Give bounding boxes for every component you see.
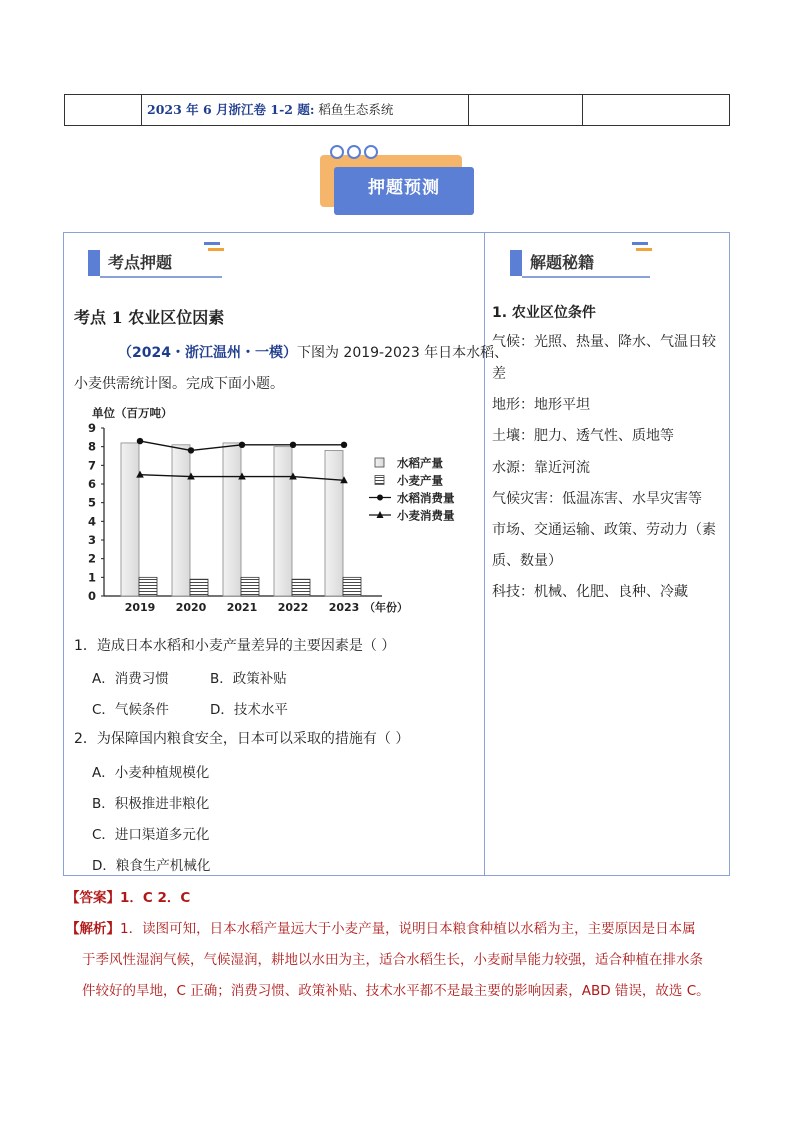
y-tick-label: 5	[87, 495, 96, 510]
tips-line: 科技：机械、化肥、良种、冷藏	[492, 584, 688, 600]
question-2-option-d: D．粮食生产机械化	[92, 858, 211, 874]
ring-icon	[330, 145, 344, 159]
banner-dashline	[334, 211, 474, 212]
x-tick-label: 2023	[328, 601, 360, 614]
section-header-label: 解题秘籍	[530, 253, 595, 272]
tips-line: 气候灾害：低温冻害、水旱灾害等	[492, 491, 702, 507]
y-tick-label: 3	[87, 533, 96, 547]
analysis-line-3: 件较好的旱地，C 正确；消费习惯、政策补贴、技术水平都不是最主要的影响因素，ABD 错误，故选 C。	[82, 983, 710, 999]
x-axis-label: （年份）	[364, 601, 408, 614]
section-header-right	[510, 250, 655, 276]
topic-title: 考点 1 农业区位因素	[74, 308, 225, 327]
ring-icon	[347, 145, 361, 159]
question-1-option-d: D．技术水平	[210, 702, 288, 718]
y-tick-label: 1	[87, 570, 96, 585]
rice-consumption-point	[239, 442, 245, 448]
panel-divider	[484, 232, 485, 876]
legend-swatch	[375, 476, 384, 485]
wheat-production-bar	[292, 579, 310, 596]
exam-reference: 2023 年 6 月浙江卷 1-2 题: 稻鱼生态系统	[147, 102, 394, 117]
legend-swatch	[375, 458, 384, 467]
question-1-option-a: A．消费习惯	[92, 671, 169, 687]
x-tick-label: 2020	[175, 601, 207, 614]
rice-consumption-point	[290, 442, 296, 448]
question-1-option-c: C．气候条件	[92, 702, 169, 718]
legend-label: 水稻消费量	[397, 491, 455, 505]
tips-line: 气候：光照、热量、降水、气温日较	[492, 334, 716, 350]
section-header-left	[88, 250, 228, 276]
wheat-production-bar	[343, 577, 361, 596]
analysis-line-2: 于季风性湿润气候，气候湿润，耕地以水田为主，适合水稻生长，小麦耐旱能力较强，适合种植在排水条	[82, 952, 703, 968]
section-header-label: 考点押题	[108, 253, 173, 272]
y-tick-label: 6	[87, 477, 96, 491]
header-table	[64, 94, 730, 126]
y-tick-label: 2	[87, 551, 96, 566]
x-tick-label: 2022	[277, 601, 309, 614]
legend-label: 水稻产量	[397, 456, 443, 470]
y-tick-label: 0	[87, 589, 96, 603]
wheat-production-bar	[190, 579, 208, 596]
y-tick-label: 4	[87, 514, 96, 529]
supply-demand-chart	[70, 402, 470, 617]
rice-consumption-point	[341, 442, 347, 448]
banner-title: 押题预测	[368, 178, 440, 198]
question-1-stem: 1．造成日本水稻和小麦产量差异的主要因素是（ ）	[74, 638, 396, 654]
x-tick-label: 2021	[226, 601, 258, 614]
tips-line: 水源：靠近河流	[492, 460, 590, 476]
question-2-option-a: A．小麦种植规模化	[92, 765, 210, 781]
question-2-option-b: B．积极推进非粮化	[92, 796, 210, 812]
wheat-production-bar	[241, 577, 259, 596]
rice-production-bar	[325, 450, 343, 596]
question-2-option-c: C．进口渠道多元化	[92, 827, 210, 843]
rice-consumption-point	[188, 447, 194, 453]
tips-line: 市场、交通运输、政策、劳动力（素	[492, 522, 716, 538]
table-divider	[141, 95, 142, 125]
legend-marker	[377, 495, 383, 501]
y-tick-label: 9	[87, 421, 96, 435]
analysis-line-1: 【解析】1．读图可知，日本水稻产量远大于小麦产量，说明日本粮食种植以水稻为主，主要原因是日本属	[66, 921, 696, 937]
y-tick-label: 7	[87, 458, 96, 473]
legend-label: 小麦消费量	[397, 508, 455, 523]
x-tick-label: 2019	[124, 601, 156, 614]
rice-production-bar	[223, 443, 241, 596]
rice-production-bar	[274, 447, 292, 596]
tips-line: 质、数量）	[492, 553, 562, 569]
legend-label: 小麦产量	[397, 473, 443, 488]
question-1-option-b: B．政策补贴	[210, 671, 287, 687]
y-axis-label: 单位（百万吨）	[92, 406, 173, 420]
table-divider	[582, 95, 583, 125]
intro-line-2: 小麦供需统计图。完成下面小题。	[74, 376, 284, 392]
wheat-production-bar	[139, 577, 157, 596]
rice-production-bar	[172, 445, 190, 596]
tips-line: 差	[492, 366, 506, 382]
tips-line: 土壤：肥力、透气性、质地等	[492, 428, 674, 444]
y-tick-label: 8	[87, 439, 96, 454]
ring-icon	[364, 145, 378, 159]
table-divider	[468, 95, 469, 125]
tips-line: 地形：地形平坦	[492, 397, 590, 413]
rice-consumption-point	[137, 438, 143, 444]
question-2-stem: 2．为保障国内粮食安全，日本可以采取的措施有（ ）	[74, 731, 410, 747]
answer-line: 【答案】1．C 2．C	[66, 890, 191, 906]
rice-production-bar	[121, 443, 139, 596]
tips-title: 1. 农业区位条件	[492, 305, 596, 321]
intro-line-1: （2024・浙江温州・一模）下图为 2019-2023 年日本水稻、	[118, 345, 509, 361]
